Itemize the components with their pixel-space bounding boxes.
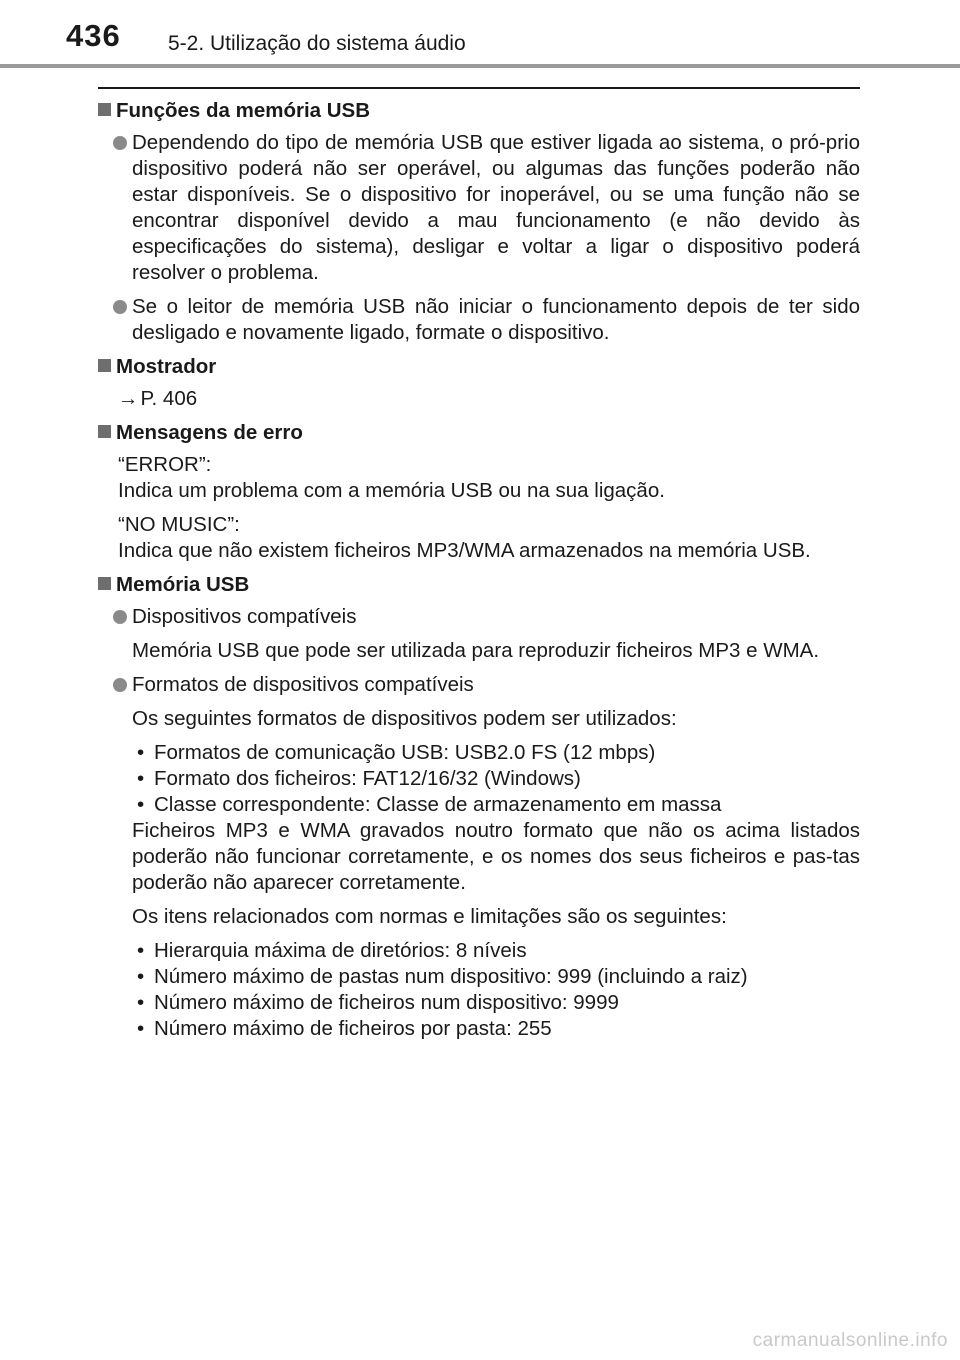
limit-item: • Número máximo de pastas num dispositivo: 999 (incluindo a raiz): [132, 964, 860, 990]
list-item: [98, 130, 860, 286]
heading-usb-memory: [98, 572, 860, 598]
error-entry: [98, 512, 860, 564]
list-item: [98, 604, 860, 630]
page-reference: [98, 386, 860, 412]
limit-item: • Número máximo de ficheiros num dispositivo: 9999: [132, 990, 860, 1016]
circle-bullet-icon: [113, 136, 127, 150]
page-number: 436: [66, 18, 121, 53]
paragraph: Ficheiros MP3 e WMA gravados noutro formato que não os acima listados poderão não funcionar corretamente, e os nomes dos seus ficheiros e pas-tas poderão não aparecer corretamente.: [132, 819, 860, 894]
error-code: “NO MUSIC”:: [118, 513, 240, 536]
subheading: Formatos de dispositivos compatíveis: [132, 673, 474, 696]
arrow-right-icon: →: [118, 387, 139, 410]
page-content: [98, 98, 860, 1050]
square-bullet-icon: [98, 103, 111, 116]
header-divider: [0, 64, 960, 68]
watermark: carmanualsonline.info: [752, 1330, 948, 1351]
list-item: [98, 672, 860, 698]
heading-usb-functions: [98, 98, 860, 124]
heading-text: Mostrador: [116, 355, 217, 378]
limit-item: • Número máximo de ficheiros por pasta: 255: [132, 1016, 860, 1042]
error-description: Indica que não existem ficheiros MP3/WMA armazenados na memória USB.: [118, 539, 811, 562]
paragraph: Os itens relacionados com normas e limitações são os seguintes:: [132, 905, 727, 928]
content-divider: [98, 87, 860, 89]
square-bullet-icon: [98, 425, 111, 438]
error-code: “ERROR”:: [118, 453, 212, 476]
format-item: • Classe correspondente: Classe de armazenamento em massa: [132, 792, 860, 818]
heading-display: [98, 354, 860, 380]
section-title: 5-2. Utilização do sistema áudio: [168, 32, 466, 55]
paragraph: Se o leitor de memória USB não iniciar o funcionamento depois de ter sido desligado e novamente ligado, formate o dispositivo.: [132, 295, 860, 344]
list-item: [98, 294, 860, 346]
error-description: Indica um problema com a memória USB ou na sua ligação.: [118, 479, 665, 502]
circle-bullet-icon: [113, 610, 127, 624]
circle-bullet-icon: [113, 678, 127, 692]
format-item: • Formatos de comunicação USB: USB2.0 FS (12 mbps): [132, 740, 860, 766]
paragraph: Memória USB que pode ser utilizada para reproduzir ficheiros MP3 e WMA.: [132, 639, 820, 662]
circle-bullet-icon: [113, 300, 127, 314]
format-item: • Formato dos ficheiros: FAT12/16/32 (Windows): [132, 766, 860, 792]
format-list: [98, 740, 860, 896]
paragraph: Os seguintes formatos de dispositivos podem ser utilizados:: [132, 707, 677, 730]
error-entry: [98, 452, 860, 504]
square-bullet-icon: [98, 359, 111, 372]
heading-text: Funções da memória USB: [116, 99, 371, 122]
page-header: [0, 0, 960, 64]
page-reference-link[interactable]: P. 406: [140, 387, 198, 410]
paragraph: Dependendo do tipo de memória USB que estiver ligada ao sistema, o pró-prio dispositivo poderá não ser operável, ou algumas das funções poderão não estar disponíveis. Se o dispositivo for inoperável, ou se uma função não se encontrar disponível devido a mau funcionamento (e não devido às especificações do sistema), desligar e voltar a ligar o dispositivo poderá resolver o problema.: [132, 131, 860, 284]
heading-text: Mensagens de erro: [116, 421, 303, 444]
heading-errors: [98, 420, 860, 446]
limit-item: • Hierarquia máxima de diretórios: 8 níveis: [132, 938, 860, 964]
square-bullet-icon: [98, 577, 111, 590]
limits-list: [98, 938, 860, 1042]
heading-text: Memória USB: [116, 573, 250, 596]
subheading: Dispositivos compatíveis: [132, 605, 357, 628]
